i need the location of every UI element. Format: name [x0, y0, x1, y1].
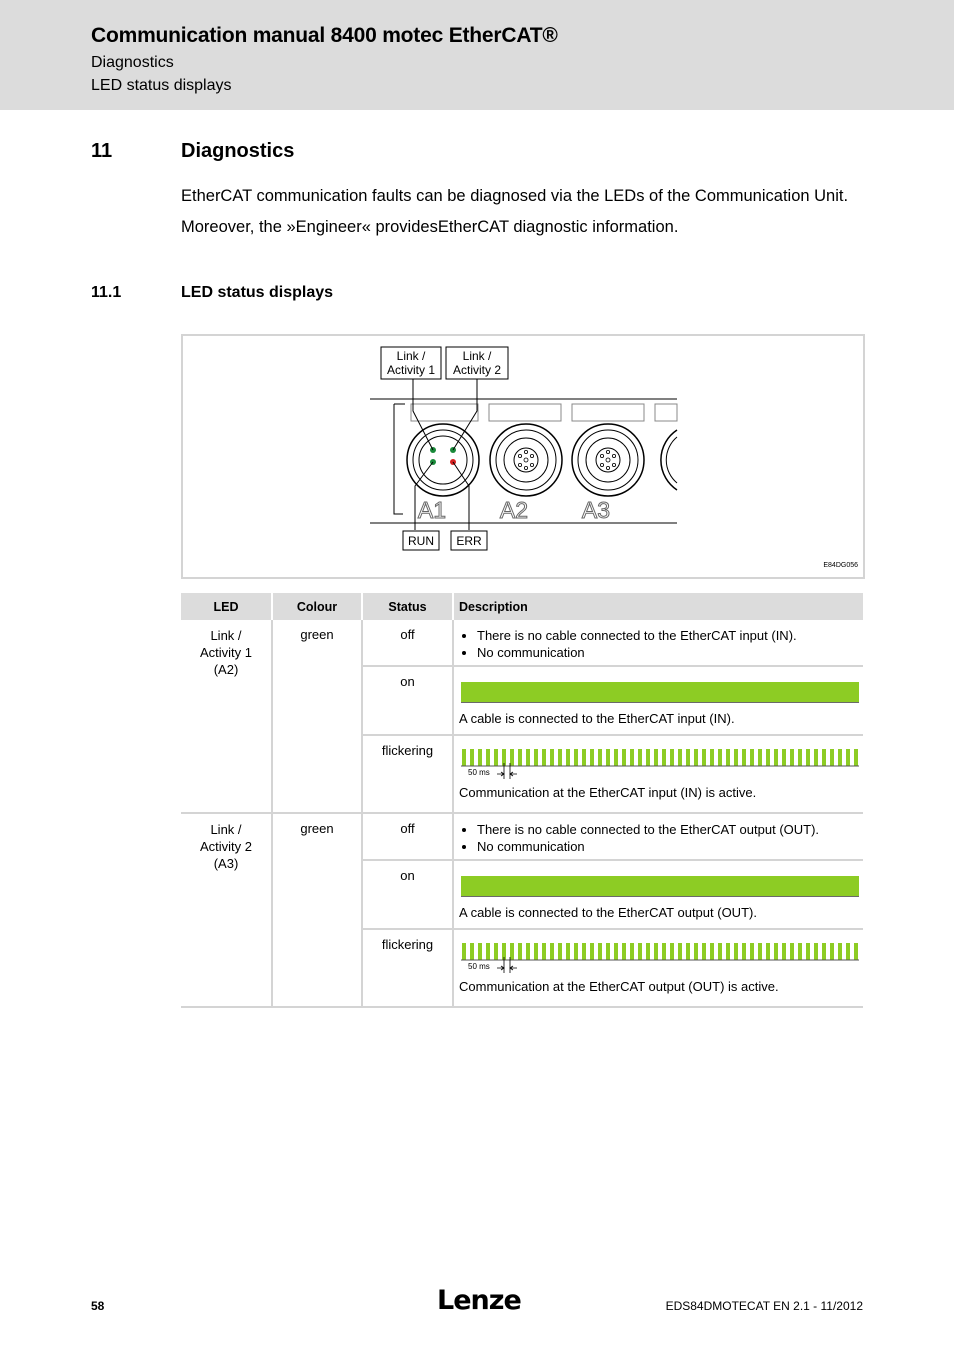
- flicker-pulse: [742, 943, 746, 960]
- led-name-line2: Activity 2: [199, 839, 252, 854]
- flicker-pulse: [718, 749, 722, 766]
- flicker-pulse: [846, 749, 850, 766]
- flicker-pulse: [838, 943, 842, 960]
- led-on-bar: [461, 876, 859, 897]
- flicker-pulse: [766, 749, 770, 766]
- flicker-pulse: [694, 943, 698, 960]
- bullet-item: • No communication: [477, 644, 858, 661]
- flicker-pulse: [726, 943, 730, 960]
- flicker-pulse: [686, 749, 690, 766]
- flicker-pulse: [678, 943, 682, 960]
- flicker-pulse: [526, 749, 530, 766]
- led-figure: [181, 334, 865, 579]
- led-name-cell: [181, 813, 272, 1007]
- flicker-pulse: [574, 943, 578, 960]
- table-row: [181, 813, 863, 860]
- header-led: LED: [181, 593, 272, 620]
- led-name-line2: Activity 1: [199, 645, 252, 660]
- label-err: ERR: [456, 534, 482, 548]
- flicker-pulse: [670, 749, 674, 766]
- flicker-pulse: [726, 749, 730, 766]
- table-header-row: [181, 593, 863, 620]
- flicker-pulse: [702, 749, 706, 766]
- flicker-pulse: [630, 749, 634, 766]
- flicker-pulse: [582, 749, 586, 766]
- status-cell: on: [362, 860, 453, 929]
- flicker-pulse: [822, 749, 826, 766]
- description-cell: [453, 860, 863, 929]
- flicker-pulse: [558, 749, 562, 766]
- flicker-pulse: [846, 943, 850, 960]
- flicker-pulse: [526, 943, 530, 960]
- port-label-a1: A1: [417, 497, 447, 523]
- label-link-activity1-b: Activity 1: [386, 363, 436, 377]
- flicker-pulse: [750, 943, 754, 960]
- flicker-pulse: [462, 943, 466, 960]
- description-cell: [453, 929, 863, 1007]
- figure-code: E84DG056: [823, 562, 858, 569]
- flicker-pulse: [774, 943, 778, 960]
- flicker-pulse: [806, 943, 810, 960]
- description-text: A cable is connected to the EtherCAT output (OUT).: [459, 905, 757, 920]
- section-title: LED status displays: [181, 284, 334, 301]
- flicker-pulse: [614, 943, 618, 960]
- flicker-pulse: [694, 749, 698, 766]
- flicker-interval-label: 50 ms: [468, 962, 490, 971]
- flicker-pulse: [822, 943, 826, 960]
- status-cell: off: [362, 813, 453, 860]
- flicker-pulse: [486, 749, 490, 766]
- flicker-pulse: [494, 943, 498, 960]
- description-text: Communication at the EtherCAT input (IN) is active.: [459, 785, 757, 800]
- flicker-pulse: [542, 749, 546, 766]
- port-label-a3: A3: [581, 497, 611, 523]
- flicker-pulse: [790, 749, 794, 766]
- label-link-activity2-a: Link /: [462, 349, 492, 363]
- flicker-pulse: [662, 749, 666, 766]
- document-title: Communication manual 8400 motec EtherCAT®: [91, 24, 558, 47]
- led-on-bar: [461, 682, 859, 703]
- flicker-pulse: [470, 749, 474, 766]
- flicker-pulse: [798, 943, 802, 960]
- status-cell: on: [362, 666, 453, 735]
- flicker-pulse: [670, 943, 674, 960]
- description-cell: [453, 813, 863, 860]
- bullet-item: • No communication: [477, 838, 858, 855]
- flicker-pulse: [758, 749, 762, 766]
- flicker-pulse: [598, 749, 602, 766]
- page-number: 58: [91, 1299, 105, 1313]
- flicker-pulse: [790, 943, 794, 960]
- flicker-pulse: [782, 749, 786, 766]
- flicker-pulse: [806, 749, 810, 766]
- flicker-pulse: [518, 749, 522, 766]
- status-cell: flickering: [362, 929, 453, 1007]
- flicker-pulse: [614, 749, 618, 766]
- flicker-pulse: [758, 943, 762, 960]
- table-row: [181, 620, 863, 666]
- flicker-pulse: [550, 943, 554, 960]
- flicker-pulse: [782, 943, 786, 960]
- flicker-pulse: [734, 749, 738, 766]
- description-cell: [453, 735, 863, 813]
- label-run: RUN: [408, 534, 434, 548]
- flicker-pulse: [654, 943, 658, 960]
- flicker-pulse: [478, 749, 482, 766]
- intro-paragraph-line1: EtherCAT communication faults can be diagnosed via the LEDs of the Communication Unit.: [181, 187, 849, 205]
- led-name-cell: [181, 620, 272, 813]
- label-link-activity2-b: Activity 2: [452, 363, 502, 377]
- flicker-pulse: [582, 943, 586, 960]
- flicker-pulse: [574, 749, 578, 766]
- description-cell: [453, 620, 863, 666]
- flicker-pulse: [814, 943, 818, 960]
- flicker-pulse: [566, 749, 570, 766]
- flicker-pulse: [830, 943, 834, 960]
- flicker-pulse: [606, 749, 610, 766]
- flicker-pulse: [542, 943, 546, 960]
- flicker-pulse: [470, 943, 474, 960]
- device-drawing: [183, 336, 863, 577]
- chapter-title: Diagnostics: [181, 140, 295, 162]
- flicker-pulse: [590, 943, 594, 960]
- description-text: Communication at the EtherCAT output (OUT) is active.: [459, 979, 779, 994]
- flicker-pulse: [638, 749, 642, 766]
- status-cell: off: [362, 620, 453, 666]
- breadcrumb-chapter: Diagnostics: [91, 54, 174, 71]
- flicker-pulse: [654, 749, 658, 766]
- flicker-pulse: [854, 943, 858, 960]
- flicker-pulse: [734, 943, 738, 960]
- intro-paragraph-line2: Moreover, the »Engineer« providesEtherCAT diagnostic information.: [181, 218, 679, 236]
- label-link-activity1-a: Link /: [396, 349, 426, 363]
- flicker-pulse: [710, 749, 714, 766]
- flicker-pulse: [494, 749, 498, 766]
- flicker-pulse: [686, 943, 690, 960]
- flicker-pulse: [510, 943, 514, 960]
- flicker-pulse: [510, 749, 514, 766]
- flicker-pulse: [462, 749, 466, 766]
- colour-cell: green: [272, 813, 362, 1007]
- flicker-pulse: [718, 943, 722, 960]
- flicker-pulse: [750, 749, 754, 766]
- led-name-line1: Link /: [210, 822, 242, 837]
- flicker-pulse: [638, 943, 642, 960]
- header-description: Description: [453, 593, 863, 620]
- flicker-pulse: [558, 943, 562, 960]
- flicker-pulse: [702, 943, 706, 960]
- flicker-pulse: [622, 943, 626, 960]
- led-name-line3: (A3): [213, 856, 239, 871]
- flicker-pulse: [606, 943, 610, 960]
- led-name-line3: (A2): [213, 662, 239, 677]
- flicker-pulse: [518, 943, 522, 960]
- flicker-pulse: [710, 943, 714, 960]
- document-id: EDS84DMOTECAT EN 2.1 - 11/2012: [665, 1299, 863, 1313]
- led-name-line1: Link /: [210, 628, 242, 643]
- flicker-pulse-diagram: [459, 747, 859, 781]
- colour-cell: green: [272, 620, 362, 813]
- flicker-pulse: [678, 749, 682, 766]
- lenze-logo: Lenze: [437, 1285, 521, 1316]
- flicker-pulse: [766, 943, 770, 960]
- flicker-pulse: [774, 749, 778, 766]
- flicker-pulse: [662, 943, 666, 960]
- flicker-pulse: [590, 749, 594, 766]
- header-status: Status: [362, 593, 453, 620]
- section-number: 11.1: [91, 284, 122, 301]
- flicker-pulse: [742, 749, 746, 766]
- flicker-pulse: [534, 943, 538, 960]
- led-status-table: [181, 593, 863, 1008]
- flicker-pulse: [830, 749, 834, 766]
- flicker-pulse: [646, 943, 650, 960]
- bullet-item: • There is no cable connected to the EtherCAT input (IN).: [477, 627, 858, 644]
- flicker-pulse: [622, 749, 626, 766]
- flicker-interval-label: 50 ms: [468, 768, 490, 777]
- description-cell: [453, 666, 863, 735]
- flicker-pulse: [598, 943, 602, 960]
- flicker-pulse-diagram: [459, 941, 859, 975]
- flicker-pulse: [854, 749, 858, 766]
- flicker-pulse: [630, 943, 634, 960]
- flicker-pulse: [838, 749, 842, 766]
- status-cell: flickering: [362, 735, 453, 813]
- breadcrumb-section: LED status displays: [91, 77, 232, 94]
- flicker-pulse: [814, 749, 818, 766]
- description-text: A cable is connected to the EtherCAT input (IN).: [459, 711, 735, 726]
- flicker-pulse: [646, 749, 650, 766]
- chapter-number: 11: [91, 140, 113, 162]
- port-label-a2: A2: [499, 497, 529, 523]
- flicker-pulse: [534, 749, 538, 766]
- flicker-pulse: [566, 943, 570, 960]
- flicker-pulse: [550, 749, 554, 766]
- header-colour: Colour: [272, 593, 362, 620]
- bullet-item: • There is no cable connected to the EtherCAT output (OUT).: [477, 821, 858, 838]
- flicker-pulse: [798, 749, 802, 766]
- flicker-pulse: [486, 943, 490, 960]
- flicker-pulse: [478, 943, 482, 960]
